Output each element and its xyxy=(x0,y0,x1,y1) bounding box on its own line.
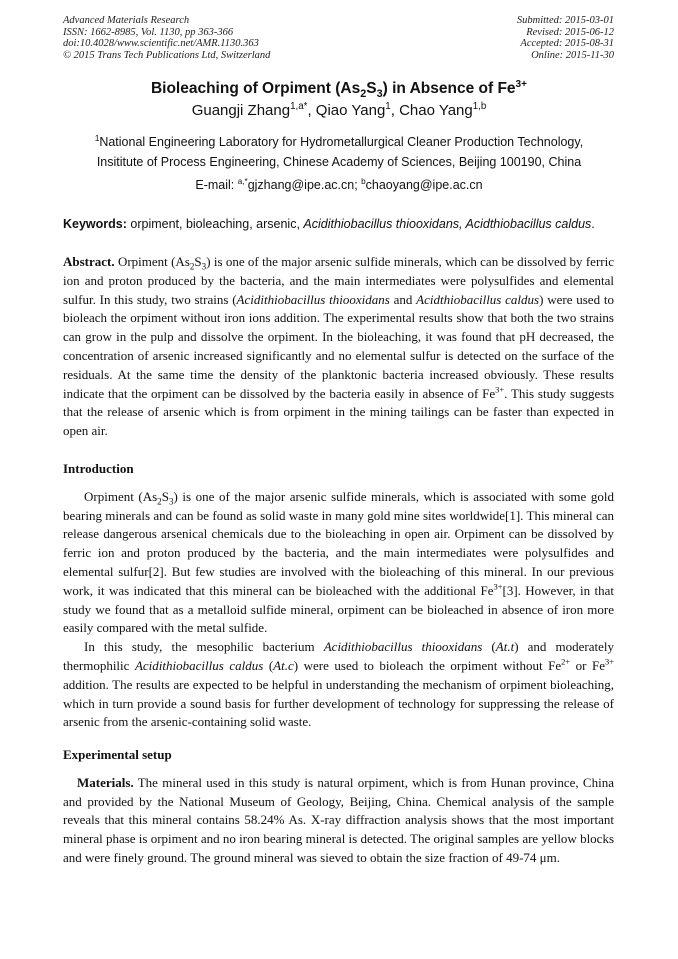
introduction-paragraph-1 xyxy=(63,488,614,638)
text-run: chaoyang@ipe.ac.cn xyxy=(365,178,483,192)
text-run: , Chao Yang xyxy=(390,102,473,119)
dates-info xyxy=(517,15,614,61)
superscript: 1 xyxy=(94,133,100,143)
copyright: © 2015 Trans Tech Publications Ltd, Switzerland xyxy=(63,49,271,61)
subscript: 2 xyxy=(157,496,162,507)
italic-text: Acidithiobacillus thiooxidans xyxy=(323,639,483,655)
introduction-heading: Introduction xyxy=(63,461,134,476)
text-run: Bioleaching of Orpiment (As xyxy=(150,80,361,97)
bold-text: Abstract. xyxy=(63,254,115,269)
online-date: Online: 2015-11-30 xyxy=(531,49,614,61)
text-run: S xyxy=(366,80,377,97)
text-run: Orpiment (As xyxy=(114,254,190,269)
italic-text: Acidithiobacillus thiooxidans xyxy=(236,291,390,307)
text-run: National Engineering Laboratory for Hydrometallurgical Cleaner Production Technology, xyxy=(99,135,584,149)
superscript: 3+ xyxy=(493,581,503,592)
text-run: ) were used to bioleach the orpiment without Fe xyxy=(293,657,562,673)
text-run: gjzhang@ipe.ac.cn; xyxy=(247,178,362,192)
affiliation xyxy=(0,132,678,172)
italic-text: Acidithiobacillus thiooxidans, Acidthiobacillus caldus xyxy=(303,217,592,231)
text-run: The mineral used in this study is natural orpiment, which is from Hunan province, China and provided by the National Museum of Geology, Beijing, China. Chemical analysis of the sample reveals that this mineral contains 58.24% As. X-ray diffraction analysis shows that the most important mineral phase is orpiment and no iron bearing mineral is detected. The original samples are yellow blocks and were finely ground. The ground mineral was sieved to obtain the size fraction of 49-74 μm. xyxy=(63,774,615,865)
text-run: . This study suggests that the release of arsenic which is from orpiment in the mining tailings can be faster than expected in open air. xyxy=(63,385,615,439)
text-run: [3]. However, in that study we found that as a metalloid sulfide mineral, orpiment can be bioleached in absence of iron more easily compared with the metal sulfide. xyxy=(63,582,614,636)
subscript: 3 xyxy=(168,496,174,507)
text-run: orpiment, bioleaching, arsenic, xyxy=(126,217,304,231)
text-run: In this study, the mesophilic bacterium xyxy=(84,639,324,655)
text-run: or Fe xyxy=(570,657,606,673)
text-run: ) and moderately thermophilic xyxy=(63,639,614,673)
text-run: E-mail: xyxy=(195,178,238,192)
text-run: ( xyxy=(263,657,274,673)
text-run: . xyxy=(591,217,595,231)
doi: doi:10.4028/www.scientific.net/AMR.1130.363 xyxy=(63,38,259,49)
journal-info xyxy=(63,15,270,61)
text-run: Insititute of Process Engineering, Chinese Academy of Sciences, Beijing 100190, China xyxy=(96,155,582,169)
superscript: a,* xyxy=(237,176,248,186)
text-run: ) in Absence of Fe xyxy=(382,80,516,97)
authors xyxy=(0,102,678,119)
email-line xyxy=(0,178,678,192)
italic-text: Acidithiobacillus caldus xyxy=(134,657,264,673)
superscript: b xyxy=(361,176,366,186)
superscript: 3+ xyxy=(495,384,505,395)
abstract-paragraph xyxy=(63,253,614,441)
subscript: 2 xyxy=(360,88,367,101)
abstract-section xyxy=(63,253,614,441)
superscript: 3+ xyxy=(605,656,614,667)
bold-text: Keywords: xyxy=(63,217,127,231)
text-run: ( xyxy=(482,639,496,655)
text-run: ) were used to bioleach the orpiment without iron ions addition. The experimental results show that both the two strains can grow in the pulp and dissolve the orpiment. In the bioleaching, it was found that pH decreased, the concentration of arsenic increased significantly and no elemental sulfur is detected on the surface of the residuals. At the same time the density of the planktonic bacteria increased obviously. These results indicate that the orpiment can be dissolved by the bacteria easily in absence of Fe xyxy=(63,291,614,401)
revised-date: Revised: 2015-06-12 xyxy=(526,26,614,38)
text-run: S xyxy=(194,254,202,269)
text-run: S xyxy=(161,488,169,504)
submitted-date: Submitted: 2015-03-01 xyxy=(516,15,614,26)
issn-volume: ISSN: 1662-8985, Vol. 1130, pp 363-366 xyxy=(63,26,234,38)
text-run: ) is one of the major arsenic sulfide minerals, which is associated with some gold bearing minerals and can be found as solid waste in many gold mine sites worldwide[1]. This mineral can release dangerous arsenical chemicals due to the bioleaching in open air. Orpiment can be dissolved by ferric ion and proton produced by the bacteria, and the main intermediates were polysulfides and elemental sulfur[2]. But few studies are involved with the bioleaching of this mineral. In our previous work, it was indicated that this mineral can be bioleached with the additional Fe xyxy=(63,488,614,598)
subscript: 3 xyxy=(376,88,383,101)
superscript: 1,b xyxy=(472,101,487,112)
subscript: 2 xyxy=(189,261,195,272)
text-run: Guangji Zhang xyxy=(191,102,291,119)
text-run: addition. The results are expected to be helpful in understanding the mechanism of orpiment bioleaching, which in turn provide a sound basis for further development of technology for suppressing the release of arsenic from the arsenic-containing solid waste. xyxy=(63,676,614,730)
introduction-paragraph-2 xyxy=(63,638,614,732)
accepted-date: Accepted: 2015-08-31 xyxy=(520,38,614,49)
superscript: 1,a* xyxy=(290,101,308,112)
text-run: ) is one of the major arsenic sulfide minerals, which can be dissolved by ferric ion and proton produced by the bacteria, and the main intermediates were polysulfides and elemental sulfur. In this study, two strains ( xyxy=(63,254,614,307)
text-run: , Qiao Yang xyxy=(307,102,386,119)
superscript: 3+ xyxy=(515,78,528,90)
superscript: 2+ xyxy=(561,656,571,667)
experimental-section xyxy=(63,746,614,868)
text-run: and xyxy=(389,291,417,307)
subscript: 3 xyxy=(201,261,207,272)
journal-name: Advanced Materials Research xyxy=(63,15,190,26)
paper-title xyxy=(0,78,678,101)
experimental-heading: Experimental setup xyxy=(63,747,172,762)
keywords xyxy=(63,217,623,231)
text-run: Orpiment (As xyxy=(84,488,158,504)
italic-text: At.t xyxy=(495,639,515,655)
bold-text: Materials. xyxy=(77,774,134,790)
superscript: 1 xyxy=(385,101,391,112)
materials-paragraph xyxy=(63,774,614,868)
italic-text: Acidthiobacillus caldus xyxy=(416,291,540,307)
italic-text: At.c xyxy=(273,657,294,673)
introduction-section xyxy=(63,460,614,732)
